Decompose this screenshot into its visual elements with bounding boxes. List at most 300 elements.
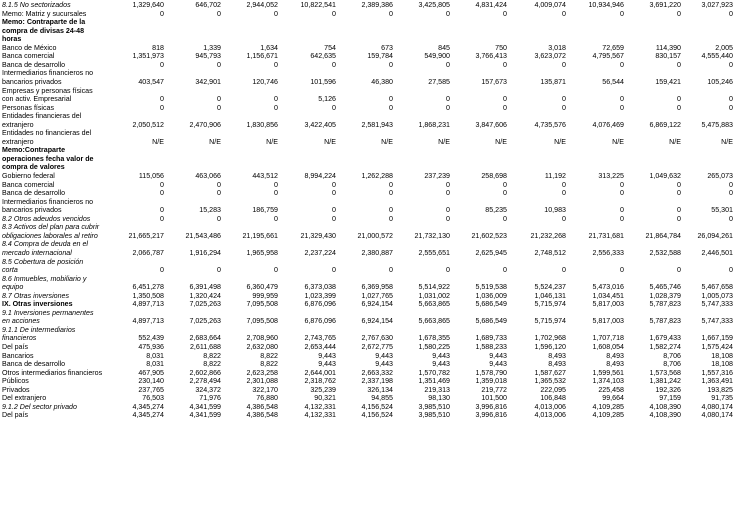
table-cell: 219,772 xyxy=(481,385,507,394)
table-cell: 0 xyxy=(332,60,336,69)
table-cell: 0 xyxy=(620,189,624,198)
row-label xyxy=(2,104,106,113)
row-label-line: extranjero xyxy=(2,137,34,146)
row-label xyxy=(2,181,106,190)
table-row xyxy=(0,69,735,86)
table-cell: 0 xyxy=(274,95,278,104)
row-label-line: Empresas y personas físicas xyxy=(2,86,93,95)
table-cell: 0 xyxy=(677,9,681,18)
table-cell: 1,596,120 xyxy=(534,343,566,351)
table-cell: 1,678,355 xyxy=(418,334,450,343)
table-cell: 0 xyxy=(503,9,507,18)
row-label xyxy=(2,258,106,275)
table-row xyxy=(0,44,735,53)
table-cell: 46,380 xyxy=(371,77,393,86)
table-cell: 0 xyxy=(562,60,566,69)
table-cell: 1,599,561 xyxy=(592,368,624,377)
row-label-line: con activ. Empresarial xyxy=(2,95,72,104)
table-cell: 8,493 xyxy=(606,360,624,369)
table-row xyxy=(0,300,735,309)
row-label xyxy=(2,352,106,361)
table-cell: 0 xyxy=(677,214,681,223)
table-cell: 0 xyxy=(562,180,566,189)
table-cell: 1,005,073 xyxy=(701,291,733,300)
row-label xyxy=(2,18,106,44)
table-cell: 21,195,661 xyxy=(242,231,278,240)
table-cell: 5,467,658 xyxy=(701,283,733,292)
table-cell: 114,390 xyxy=(655,43,681,52)
table-cell: 1,608,054 xyxy=(592,343,624,351)
table-cell: 0 xyxy=(160,9,164,18)
row-label-line: Memo:Contraparte xyxy=(2,146,66,155)
row-label-line: horas xyxy=(2,35,22,44)
row-label-line: en acciones xyxy=(2,317,40,326)
table-cell: 1,031,002 xyxy=(418,291,450,300)
table-cell: 5,519,538 xyxy=(475,283,507,292)
table-cell: 18,108 xyxy=(711,351,733,360)
table-cell: 258,698 xyxy=(481,172,507,180)
table-cell: 94,855 xyxy=(371,394,393,403)
table-cell: 21,732,130 xyxy=(414,231,450,240)
table-cell: 5,475,883 xyxy=(701,120,733,129)
row-label xyxy=(2,403,106,412)
row-label xyxy=(2,377,106,386)
row-label-line: Del país xyxy=(2,343,29,351)
table-cell: 6,876,096 xyxy=(304,317,336,326)
table-cell: 4,345,274 xyxy=(132,402,164,411)
table-cell: 219,313 xyxy=(424,385,450,394)
table-cell: 467,905 xyxy=(138,368,164,377)
table-cell: 0 xyxy=(160,266,164,275)
row-label xyxy=(2,112,106,129)
table-cell: 642,635 xyxy=(310,52,336,61)
row-label-line: corta xyxy=(2,266,18,275)
table-cell: 7,095,508 xyxy=(246,317,278,326)
table-cell: N/E xyxy=(266,137,278,146)
table-cell: 8,493 xyxy=(548,360,566,369)
table-cell: 5,514,922 xyxy=(418,283,450,292)
table-cell: 21,665,217 xyxy=(128,231,164,240)
table-cell: 0 xyxy=(620,206,624,215)
table-cell: 6,391,498 xyxy=(189,283,221,292)
table-cell: 3,847,606 xyxy=(475,120,507,129)
table-cell: 4,013,006 xyxy=(534,411,566,420)
table-cell: 0 xyxy=(389,95,393,104)
table-row xyxy=(0,10,735,19)
table-cell: 1,916,294 xyxy=(189,248,221,257)
table-cell: 0 xyxy=(620,180,624,189)
table-cell: 1,679,433 xyxy=(649,334,681,343)
table-cell: 1,702,968 xyxy=(534,334,566,343)
table-cell: 0 xyxy=(677,266,681,275)
table-cell: 8,822 xyxy=(260,351,278,360)
table-row xyxy=(0,146,735,172)
table-cell: 8,994,224 xyxy=(304,172,336,180)
table-cell: 0 xyxy=(729,60,733,69)
table-row xyxy=(0,343,735,352)
table-cell: 1,575,424 xyxy=(701,343,733,351)
table-cell: 0 xyxy=(562,214,566,223)
table-row xyxy=(0,326,735,343)
table-cell: 0 xyxy=(677,206,681,215)
table-cell: 5,715,974 xyxy=(534,300,566,309)
table-cell: 4,109,285 xyxy=(592,411,624,420)
table-cell: 750 xyxy=(495,43,507,52)
table-cell: 1,634 xyxy=(260,43,278,52)
table-row xyxy=(0,377,735,386)
table-cell: 324,372 xyxy=(195,385,221,394)
row-label-line: financieros xyxy=(2,334,37,343)
row-label-line: equipo xyxy=(2,283,24,292)
row-label-line: Intermediarios financieros no xyxy=(2,197,94,206)
table-cell: 0 xyxy=(503,189,507,198)
table-cell: 27,585 xyxy=(428,77,450,86)
table-cell: 6,924,154 xyxy=(361,300,393,309)
table-cell: 7,025,263 xyxy=(189,317,221,326)
row-label-line: Del extranjero xyxy=(2,394,47,403)
row-label-line: 8.7 Otras inversiones xyxy=(2,291,70,300)
table-cell: 0 xyxy=(160,60,164,69)
table-cell: 4,156,524 xyxy=(361,402,393,411)
table-row xyxy=(0,309,735,326)
table-cell: 0 xyxy=(446,214,450,223)
table-cell: 0 xyxy=(503,60,507,69)
row-label-line: Públicos xyxy=(2,377,29,386)
table-cell: 5,686,549 xyxy=(475,317,507,326)
table-cell: 1,365,532 xyxy=(534,377,566,386)
table-cell: 1,339 xyxy=(203,43,221,52)
table-cell: 0 xyxy=(274,103,278,112)
table-cell: 4,341,599 xyxy=(189,402,221,411)
table-cell: 193,825 xyxy=(707,385,733,394)
table-cell: 0 xyxy=(677,60,681,69)
table-cell: 845 xyxy=(438,43,450,52)
table-cell: 0 xyxy=(562,189,566,198)
table-cell: 225,458 xyxy=(598,385,624,394)
table-cell: 6,924,154 xyxy=(361,317,393,326)
table-cell: 0 xyxy=(389,206,393,215)
table-cell: 5,747,333 xyxy=(701,317,733,326)
table-row xyxy=(0,181,735,190)
table-cell: 2,066,787 xyxy=(132,248,164,257)
table-cell: 0 xyxy=(332,189,336,198)
table-row xyxy=(0,369,735,378)
row-label-line: 9.1.1 De intermediarios xyxy=(2,325,76,334)
table-cell: 2,301,088 xyxy=(246,377,278,386)
table-cell: 549,900 xyxy=(424,52,450,61)
row-label xyxy=(2,386,106,395)
table-cell: N/E xyxy=(324,137,336,146)
table-cell: 2,556,333 xyxy=(592,248,624,257)
table-cell: 85,235 xyxy=(485,206,507,215)
table-cell: 2,708,960 xyxy=(246,334,278,343)
table-cell: 4,345,274 xyxy=(132,411,164,420)
table-cell: 6,360,479 xyxy=(246,283,278,292)
table-row xyxy=(0,292,735,301)
table-cell: 443,512 xyxy=(252,172,278,180)
table-row xyxy=(0,189,735,198)
table-cell: 0 xyxy=(503,266,507,275)
table-cell: 2,602,866 xyxy=(189,368,221,377)
table-cell: 9,443 xyxy=(432,360,450,369)
table-cell: 237,239 xyxy=(424,172,450,180)
table-cell: 830,157 xyxy=(655,52,681,61)
row-label-line: operaciones fecha valor de xyxy=(2,154,94,163)
table-cell: N/E xyxy=(495,137,507,146)
table-cell: 4,897,713 xyxy=(132,317,164,326)
table-cell: 9,443 xyxy=(489,351,507,360)
row-label-line: bancarios privados xyxy=(2,206,62,215)
table-cell: 2,446,501 xyxy=(701,248,733,257)
row-label xyxy=(2,394,106,403)
table-cell: 3,766,413 xyxy=(475,52,507,61)
table-cell: 403,547 xyxy=(138,77,164,86)
table-cell: 76,880 xyxy=(256,394,278,403)
table-cell: 4,108,390 xyxy=(649,402,681,411)
table-cell: N/E xyxy=(381,137,393,146)
table-cell: 1,868,231 xyxy=(418,120,450,129)
row-label-line: Banca comercial xyxy=(2,52,55,61)
row-label-line: Otros intermediarios financieros xyxy=(2,368,103,377)
table-cell: 0 xyxy=(274,60,278,69)
table-cell: 5,787,823 xyxy=(649,317,681,326)
table-cell: 55,301 xyxy=(711,206,733,215)
table-cell: 2,748,512 xyxy=(534,248,566,257)
row-label xyxy=(2,44,106,53)
table-cell: 5,663,865 xyxy=(418,317,450,326)
table-cell: 9,443 xyxy=(318,360,336,369)
table-cell: 0 xyxy=(217,266,221,275)
table-cell: 1,262,288 xyxy=(361,172,393,180)
table-cell: 0 xyxy=(217,189,221,198)
row-label xyxy=(2,52,106,61)
table-cell: 0 xyxy=(677,95,681,104)
row-label xyxy=(2,326,106,343)
table-cell: N/E xyxy=(438,137,450,146)
row-label xyxy=(2,369,106,378)
row-label-line: Bancarios xyxy=(2,351,34,360)
table-cell: 3,425,805 xyxy=(418,1,450,9)
table-cell: 0 xyxy=(160,95,164,104)
table-cell: 4,735,576 xyxy=(534,120,566,129)
table-cell: 6,373,038 xyxy=(304,283,336,292)
table-cell: 1,351,973 xyxy=(132,52,164,61)
table-cell: 0 xyxy=(620,214,624,223)
row-label xyxy=(2,215,106,224)
table-row xyxy=(0,52,735,61)
table-cell: 10,983 xyxy=(544,206,566,215)
table-cell: 0 xyxy=(620,266,624,275)
table-cell: 0 xyxy=(729,95,733,104)
table-cell: 4,386,548 xyxy=(246,411,278,420)
table-cell: 9,443 xyxy=(318,351,336,360)
table-cell: 0 xyxy=(217,9,221,18)
table-cell: 0 xyxy=(729,9,733,18)
table-cell: 265,073 xyxy=(707,172,733,180)
table-cell: 2,237,224 xyxy=(304,248,336,257)
table-cell: 0 xyxy=(562,95,566,104)
table-cell: 0 xyxy=(620,95,624,104)
row-label xyxy=(2,300,106,309)
table-cell: 1,156,671 xyxy=(246,52,278,61)
table-cell: 222,095 xyxy=(540,385,566,394)
table-cell: 945,793 xyxy=(195,52,221,61)
table-row xyxy=(0,360,735,369)
table-cell: 0 xyxy=(446,103,450,112)
row-label-line: 8.5 Cobertura de posición xyxy=(2,257,84,266)
table-cell: 1,381,242 xyxy=(649,377,681,386)
table-cell: 1,028,379 xyxy=(649,291,681,300)
table-cell: 2,632,080 xyxy=(246,343,278,351)
table-cell: 0 xyxy=(160,206,164,215)
table-cell: 135,871 xyxy=(540,77,566,86)
table-cell: 0 xyxy=(217,60,221,69)
table-cell: 4,132,331 xyxy=(304,411,336,420)
table-cell: 21,602,523 xyxy=(471,231,507,240)
table-cell: 4,156,524 xyxy=(361,411,393,420)
table-cell: 0 xyxy=(217,180,221,189)
row-label-line: Intermediarios financieros no xyxy=(2,69,94,78)
row-label xyxy=(2,172,106,181)
table-cell: 2,380,887 xyxy=(361,248,393,257)
table-cell: 0 xyxy=(620,9,624,18)
table-cell: 6,369,958 xyxy=(361,283,393,292)
table-cell: 5,747,333 xyxy=(701,300,733,309)
table-cell: 1,046,131 xyxy=(534,291,566,300)
table-cell: N/E xyxy=(209,137,221,146)
table-cell: 21,731,681 xyxy=(588,231,624,240)
table-cell: 2,743,765 xyxy=(304,334,336,343)
table-cell: 2,623,258 xyxy=(246,368,278,377)
row-label-line: 9.1.2 Del sector privado xyxy=(2,402,77,411)
table-cell: 3,018 xyxy=(548,43,566,52)
table-cell: 1,580,225 xyxy=(418,343,450,351)
table-cell: 8,706 xyxy=(663,360,681,369)
table-cell: 4,080,174 xyxy=(701,402,733,411)
table-cell: 0 xyxy=(562,266,566,275)
table-cell: 1,027,765 xyxy=(361,291,393,300)
table-cell: 8,031 xyxy=(146,351,164,360)
row-label xyxy=(2,309,106,326)
table-cell: 0 xyxy=(160,214,164,223)
table-cell: 0 xyxy=(503,214,507,223)
table-cell: 4,009,074 xyxy=(534,1,566,9)
table-cell: 2,653,444 xyxy=(304,343,336,351)
table-cell: 0 xyxy=(389,180,393,189)
table-row xyxy=(0,112,735,129)
table-cell: 1,689,733 xyxy=(475,334,507,343)
table-cell: 1,587,627 xyxy=(534,368,566,377)
table-cell: 2,683,664 xyxy=(189,334,221,343)
table-row xyxy=(0,258,735,275)
table-cell: 2,767,630 xyxy=(361,334,393,343)
table-cell: 326,134 xyxy=(367,385,393,394)
table-cell: 9,443 xyxy=(489,360,507,369)
table-cell: 21,232,268 xyxy=(530,231,566,240)
row-label xyxy=(2,292,106,301)
table-cell: 2,470,906 xyxy=(189,120,221,129)
table-cell: 0 xyxy=(274,266,278,275)
table-cell: N/E xyxy=(721,137,733,146)
table-row xyxy=(0,411,735,420)
table-cell: 2,644,001 xyxy=(304,368,336,377)
table-cell: 4,108,390 xyxy=(649,411,681,420)
table-cell: 9,443 xyxy=(375,351,393,360)
table-cell: 9,443 xyxy=(432,351,450,360)
row-label-line: 8.3 Activos del plan para cubrir xyxy=(2,223,100,232)
table-row xyxy=(0,1,735,10)
table-cell: 0 xyxy=(274,9,278,18)
table-cell: 0 xyxy=(729,180,733,189)
table-cell: 5,465,746 xyxy=(649,283,681,292)
table-cell: 5,473,016 xyxy=(592,283,624,292)
table-cell: 8,493 xyxy=(548,351,566,360)
table-cell: 0 xyxy=(446,180,450,189)
row-label xyxy=(2,1,106,10)
table-cell: 1,557,316 xyxy=(701,368,733,377)
table-cell: 21,000,572 xyxy=(357,231,393,240)
row-label xyxy=(2,189,106,198)
table-row xyxy=(0,104,735,113)
table-cell: 26,094,261 xyxy=(697,231,733,240)
table-cell: 2,050,512 xyxy=(132,120,164,129)
table-cell: 999,959 xyxy=(252,291,278,300)
table-cell: 2,532,588 xyxy=(649,248,681,257)
table-cell: 0 xyxy=(274,214,278,223)
table-cell: 0 xyxy=(729,266,733,275)
table-cell: 21,864,784 xyxy=(645,231,681,240)
table-cell: 4,897,713 xyxy=(132,300,164,309)
row-label xyxy=(2,275,106,292)
table-cell: 552,439 xyxy=(138,334,164,343)
table-cell: 21,329,430 xyxy=(300,231,336,240)
table-cell: 2,581,943 xyxy=(361,120,393,129)
table-cell: 101,500 xyxy=(481,394,507,403)
table-cell: 1,570,782 xyxy=(418,368,450,377)
row-label-line: Memo: Matriz y sucursales xyxy=(2,9,87,18)
table-cell: 325,239 xyxy=(310,385,336,394)
table-row xyxy=(0,394,735,403)
table-cell: 15,283 xyxy=(199,206,221,215)
table-row xyxy=(0,129,735,146)
table-row xyxy=(0,240,735,257)
table-cell: N/E xyxy=(612,137,624,146)
table-cell: 105,246 xyxy=(707,77,733,86)
table-cell: 4,013,006 xyxy=(534,402,566,411)
table-cell: 159,784 xyxy=(367,52,393,61)
table-cell: 0 xyxy=(332,266,336,275)
table-cell: 5,126 xyxy=(318,95,336,104)
table-cell: 0 xyxy=(217,95,221,104)
row-label-line: Gobierno federal xyxy=(2,172,55,180)
table-cell: 0 xyxy=(332,214,336,223)
table-cell: 18,108 xyxy=(711,360,733,369)
table-cell: 5,715,974 xyxy=(534,317,566,326)
table-cell: 230,140 xyxy=(138,377,164,386)
row-label-line: Privados xyxy=(2,385,30,394)
table-row xyxy=(0,61,735,70)
table-cell: 10,934,946 xyxy=(588,1,624,9)
table-cell: 1,350,508 xyxy=(132,291,164,300)
table-cell: 5,817,003 xyxy=(592,317,624,326)
table-cell: 0 xyxy=(620,103,624,112)
table-cell: 0 xyxy=(332,9,336,18)
table-cell: 3,623,072 xyxy=(534,52,566,61)
row-label-line: obligaciones laborales al retiro xyxy=(2,231,98,240)
table-cell: 3,985,510 xyxy=(418,402,450,411)
table-row xyxy=(0,403,735,412)
table-cell: 818 xyxy=(152,43,164,52)
